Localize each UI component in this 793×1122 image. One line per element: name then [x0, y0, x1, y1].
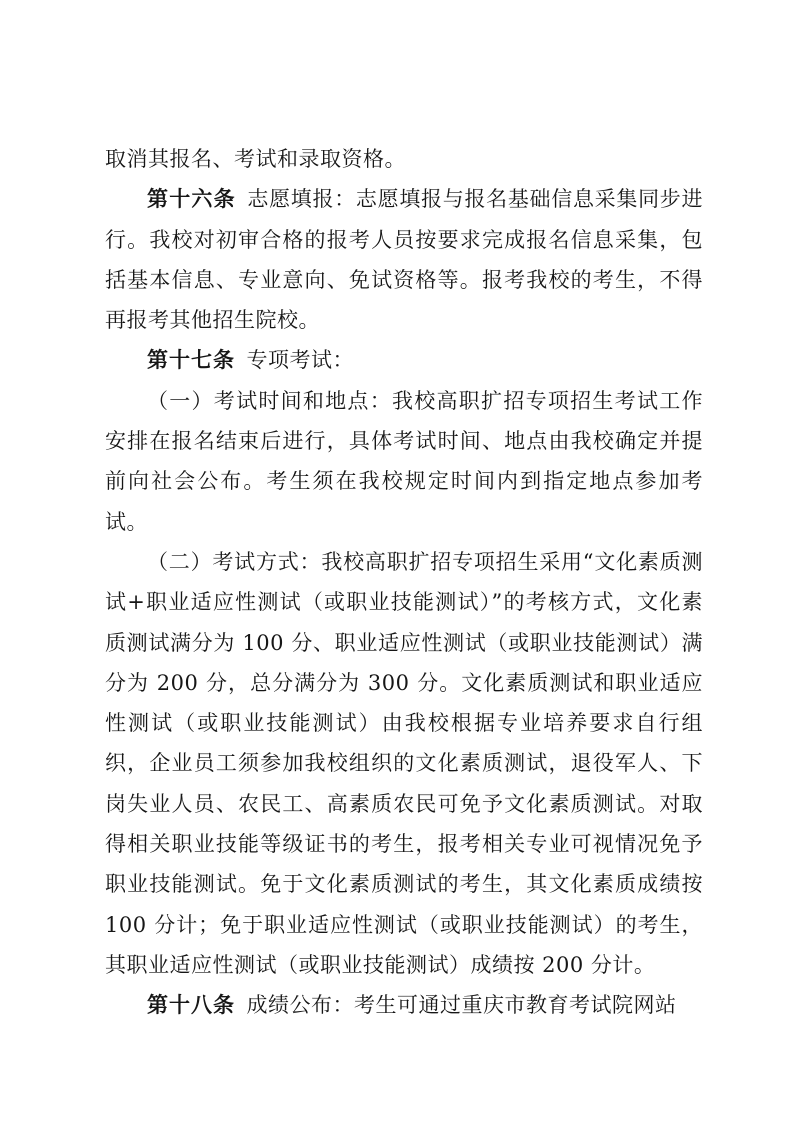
- article-number-label: 第十八条: [147, 993, 235, 1018]
- paragraph-text: （一）考试时间和地点：我校高职扩招专项招生考试工作安排在报名结束后进行，具体考试时间、地点由我校确定并提前向社会公布。考生须在我校规定时间内到指定地点参加考试。: [105, 388, 703, 534]
- paragraph: [105, 381, 703, 542]
- paragraph-text: 专项考试：: [246, 348, 355, 373]
- paragraph: [105, 340, 703, 380]
- article-number-label: 第十六条: [147, 187, 236, 212]
- paragraph: [105, 179, 703, 340]
- paragraph: [105, 542, 703, 985]
- paragraph: [105, 139, 703, 179]
- article-number-label: 第十七条: [147, 348, 235, 373]
- paragraph-text: 成绩公布：考生可通过重庆市教育考试院网站: [246, 993, 677, 1018]
- paragraph-text: 志愿填报：志愿填报与报名基础信息采集同步进行。我校对初审合格的报考人员按要求完成报名信息采集，包括基本信息、专业意向、免试资格等。报考我校的考生，不得再报考其他招生院校。: [105, 187, 704, 333]
- paragraph-text: （二）考试方式：我校高职扩招专项招生采用“文化素质测试+职业适应性测试（或职业技能测试）”的考核方式，文化素质测试满分为 100 分、职业适应性测试（或职业技能测试）满分为 200 分，总分满分为 300 分。文化素质测试和职业适应性测试（或职业技能测试）由我校根据专业培养要求自行组织，企业员工须参加我校组织的文化素质测试，退役军人、下岗失业人员、农民工、高素质农民可免予文化素质测试。对取得相关职业技能等级证书的考生，报考相关专业可视情况免予职业技能测试。免于文化素质测试的考生，其文化素质成绩按 100 分计；免于职业适应性测试（或职业技能测试）的考生，其职业适应性测试（或职业技能测试）成绩按 200 分计。: [105, 549, 703, 977]
- document-body: [105, 139, 703, 1026]
- paragraph: [105, 985, 703, 1025]
- paragraph-text: 取消其报名、考试和录取资格。: [105, 147, 406, 171]
